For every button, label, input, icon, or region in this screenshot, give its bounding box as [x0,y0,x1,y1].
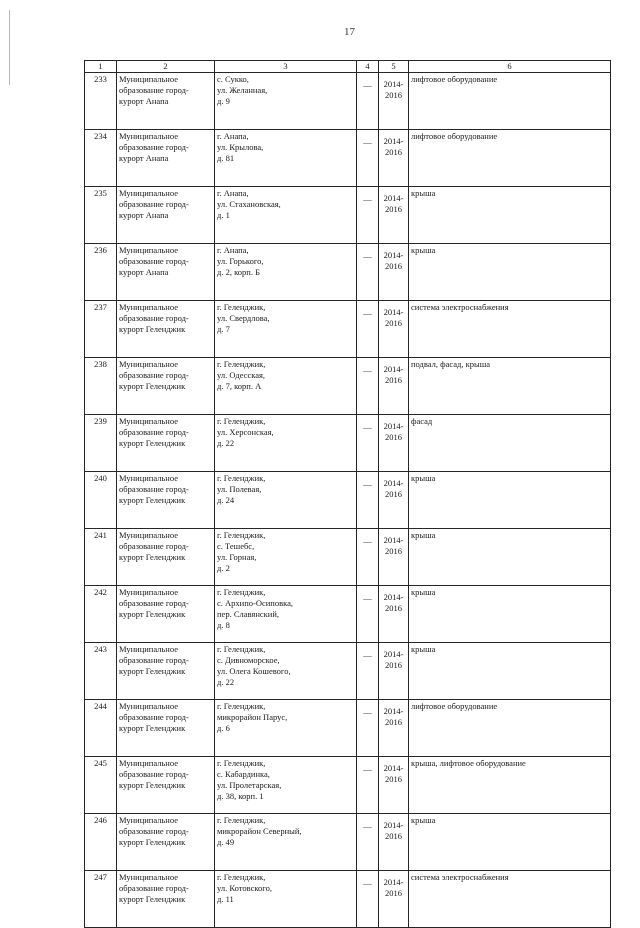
municipality-line: Муниципальное [119,74,178,84]
municipality-line: Муниципальное [119,872,178,882]
column-4-cell [357,73,379,130]
municipality-cell [117,586,215,643]
period-line: 2016 [385,147,402,157]
period-cell [379,73,409,130]
period-line: 2014- [383,250,404,260]
row-number-cell [85,529,117,586]
municipality-line: курорт Геленджик [119,609,186,619]
work-type: крыша, лифтовое оборудование [411,758,526,768]
table-row [85,643,611,700]
address-line: ул. Горная, [217,552,257,562]
municipality-line: курорт Геленджик [119,894,186,904]
address-line: г. Геленджик, [217,815,266,825]
period-cell [379,358,409,415]
municipality-line: Муниципальное [119,815,178,825]
municipality-line: курорт Анапа [119,153,169,163]
row-number-cell [85,415,117,472]
period-line: 2016 [385,603,402,613]
period-cell [379,700,409,757]
period-line: 2014- [383,592,404,602]
table-row [85,358,611,415]
table-row [85,187,611,244]
municipality-line: образование город- [119,655,189,665]
column-4-cell [357,415,379,472]
column-4-cell [357,871,379,928]
municipality-line: образование город- [119,85,189,95]
scan-edge-line [9,10,10,85]
row-number: 243 [94,644,107,654]
municipality-line: курорт Геленджик [119,324,186,334]
row-number-cell [85,586,117,643]
period-line: 2014- [383,421,404,431]
address-line: д. 9 [217,96,230,106]
page-number: 17 [344,26,355,38]
municipality-line: Муниципальное [119,701,178,711]
municipality-cell [117,643,215,700]
work-type: лифтовое оборудование [411,701,498,711]
row-number: 240 [94,473,107,483]
address-line: микрорайон Парус, [217,712,288,722]
address-cell [215,643,357,700]
period-line: 2016 [385,831,402,841]
address-line: г. Геленджик, [217,701,266,711]
work-type-cell [409,700,611,757]
municipality-cell [117,472,215,529]
table-body [85,73,611,928]
row-number-cell [85,643,117,700]
dash-mark: — [363,137,372,147]
municipality-line: курорт Геленджик [119,438,186,448]
municipality-cell [117,130,215,187]
municipality-cell [117,358,215,415]
dash-mark: — [363,764,372,774]
municipality-cell [117,871,215,928]
work-type: крыша [411,587,436,597]
row-number-cell [85,244,117,301]
period-line: 2016 [385,204,402,214]
address-line: г. Геленджик, [217,530,266,540]
address-line: с. Кабардинка, [217,769,270,779]
address-line: д. 22 [217,438,235,448]
work-type: лифтовое оборудование [411,74,498,84]
row-number-cell [85,814,117,871]
row-number-cell [85,700,117,757]
address-line: ул. Одесская, [217,370,266,380]
row-number: 242 [94,587,107,597]
municipality-line: Муниципальное [119,302,178,312]
work-type-cell [409,871,611,928]
row-number: 239 [94,416,107,426]
municipality-cell [117,529,215,586]
municipality-line: образование город- [119,313,189,323]
municipality-cell [117,415,215,472]
address-line: ул. Херсонская, [217,427,274,437]
municipality-line: образование город- [119,427,189,437]
address-line: с. Сукко, [217,74,249,84]
column-4-cell [357,472,379,529]
dash-mark: — [363,365,372,375]
municipality-line: Муниципальное [119,473,178,483]
address-line: г. Геленджик, [217,302,266,312]
work-type-cell [409,130,611,187]
address-line: д. 2 [217,563,230,573]
work-type: крыша [411,815,436,825]
municipality-line: образование город- [119,199,189,209]
municipality-line: Муниципальное [119,644,178,654]
address-line: г. Геленджик, [217,359,266,369]
work-type-cell [409,757,611,814]
address-line: д. 7 [217,324,230,334]
work-type-cell [409,643,611,700]
column-header: 3 [215,61,357,73]
address-line: д. 38, корп. 1 [217,791,264,801]
row-number: 234 [94,131,107,141]
period-line: 2014- [383,535,404,545]
dash-mark: — [363,821,372,831]
municipality-line: Муниципальное [119,587,178,597]
address-line: д. 22 [217,677,235,687]
address-line: д. 8 [217,620,230,630]
row-number: 236 [94,245,107,255]
dash-mark: — [363,878,372,888]
address-line: ул. Котовского, [217,883,272,893]
period-cell [379,301,409,358]
dash-mark: — [363,593,372,603]
period-cell [379,415,409,472]
address-line: ул. Горького, [217,256,264,266]
period-line: 2016 [385,717,402,727]
table-row [85,814,611,871]
address-line: ул. Стахановская, [217,199,281,209]
period-cell [379,472,409,529]
address-line: д. 49 [217,837,235,847]
address-line: с. Дивноморское, [217,655,280,665]
work-type: крыша [411,188,436,198]
address-line: ул. Желанная, [217,85,268,95]
address-line: пер. Славянский, [217,609,279,619]
work-type: крыша [411,245,436,255]
municipality-line: Муниципальное [119,188,178,198]
municipality-line: курорт Анапа [119,210,169,220]
period-line: 2014- [383,307,404,317]
municipality-line: образование город- [119,142,189,152]
municipality-line: Муниципальное [119,245,178,255]
address-cell [215,415,357,472]
table-row [85,871,611,928]
period-line: 2014- [383,193,404,203]
registry-table [84,60,611,928]
table-row [85,472,611,529]
work-type-cell [409,814,611,871]
address-cell [215,187,357,244]
column-4-cell [357,187,379,244]
row-number-cell [85,871,117,928]
period-line: 2016 [385,375,402,385]
work-type-cell [409,529,611,586]
period-line: 2016 [385,774,402,784]
address-cell [215,472,357,529]
table-row [85,73,611,130]
work-type: лифтовое оборудование [411,131,498,141]
column-4-cell [357,643,379,700]
period-line: 2014- [383,763,404,773]
municipality-cell [117,757,215,814]
municipality-line: образование город- [119,541,189,551]
address-cell [215,73,357,130]
dash-mark: — [363,650,372,660]
column-header: 2 [117,61,215,73]
row-number: 247 [94,872,107,882]
address-line: д. 2, корп. Б [217,267,260,277]
municipality-line: курорт Анапа [119,267,169,277]
row-number-cell [85,472,117,529]
work-type: система электроснабжения [411,872,509,882]
address-line: г. Геленджик, [217,416,266,426]
municipality-cell [117,814,215,871]
municipality-line: образование город- [119,712,189,722]
municipality-line: курорт Геленджик [119,723,186,733]
period-line: 2016 [385,90,402,100]
address-line: с. Архипо-Осиповка, [217,598,294,608]
work-type-cell [409,244,611,301]
period-line: 2016 [385,660,402,670]
work-type-cell [409,73,611,130]
municipality-line: Муниципальное [119,530,178,540]
period-line: 2014- [383,136,404,146]
municipality-line: образование город- [119,484,189,494]
address-line: д. 7, корп. А [217,381,262,391]
row-number-cell [85,130,117,187]
column-4-cell [357,757,379,814]
period-line: 2014- [383,649,404,659]
table-row [85,130,611,187]
column-4-cell [357,586,379,643]
address-line: ул. Пролетарская, [217,780,282,790]
work-type-cell [409,187,611,244]
address-line: д. 6 [217,723,230,733]
address-cell [215,814,357,871]
dash-mark: — [363,308,372,318]
address-line: г. Анапа, [217,245,249,255]
address-cell [215,130,357,187]
row-number: 244 [94,701,107,711]
column-4-cell [357,358,379,415]
address-line: ул. Олега Кошевого, [217,666,291,676]
table-row [85,415,611,472]
municipality-cell [117,301,215,358]
municipality-line: курорт Геленджик [119,495,186,505]
column-number-row [85,61,611,73]
column-header: 1 [85,61,117,73]
column-4-cell [357,244,379,301]
column-4-cell [357,301,379,358]
dash-mark: — [363,251,372,261]
address-cell [215,244,357,301]
dash-mark: — [363,707,372,717]
address-line: д. 1 [217,210,230,220]
table-row [85,529,611,586]
municipality-line: Муниципальное [119,131,178,141]
municipality-cell [117,73,215,130]
municipality-cell [117,700,215,757]
period-line: 2014- [383,820,404,830]
address-line: д. 11 [217,894,234,904]
address-line: г. Анапа, [217,188,249,198]
work-type: крыша [411,644,436,654]
column-header: 6 [409,61,611,73]
dash-mark: — [363,479,372,489]
municipality-line: образование город- [119,883,189,893]
municipality-line: курорт Геленджик [119,780,186,790]
period-line: 2016 [385,432,402,442]
work-type: фасад [411,416,433,426]
row-number-cell [85,301,117,358]
column-4-cell [357,700,379,757]
work-type-cell [409,586,611,643]
table-row [85,757,611,814]
address-cell [215,700,357,757]
period-line: 2014- [383,79,404,89]
municipality-line: курорт Геленджик [119,837,186,847]
address-line: ул. Крылова, [217,142,264,152]
period-cell [379,757,409,814]
row-number-cell [85,757,117,814]
municipality-line: образование город- [119,826,189,836]
period-cell [379,586,409,643]
row-number: 238 [94,359,107,369]
period-cell [379,244,409,301]
row-number: 237 [94,302,107,312]
work-type-cell [409,472,611,529]
row-number-cell [85,187,117,244]
municipality-line: курорт Геленджик [119,666,186,676]
address-line: д. 24 [217,495,235,505]
period-line: 2016 [385,318,402,328]
address-cell [215,301,357,358]
work-type: крыша [411,530,436,540]
table-row [85,586,611,643]
work-type-cell [409,301,611,358]
column-4-cell [357,814,379,871]
row-number: 235 [94,188,107,198]
address-line: д. 81 [217,153,235,163]
row-number-cell [85,358,117,415]
period-line: 2016 [385,888,402,898]
address-line: ул. Полевая, [217,484,262,494]
municipality-line: образование город- [119,256,189,266]
row-number-cell [85,73,117,130]
column-header: 4 [357,61,379,73]
address-line: г. Анапа, [217,131,249,141]
work-type: система электроснабжения [411,302,509,312]
address-line: г. Геленджик, [217,758,266,768]
period-line: 2016 [385,546,402,556]
work-type-cell [409,358,611,415]
table-row [85,700,611,757]
address-cell [215,871,357,928]
dash-mark: — [363,80,372,90]
period-line: 2014- [383,706,404,716]
address-cell [215,358,357,415]
period-line: 2014- [383,364,404,374]
period-cell [379,643,409,700]
period-cell [379,529,409,586]
work-type: подвал, фасад, крыша [411,359,491,369]
dash-mark: — [363,536,372,546]
period-cell [379,814,409,871]
period-cell [379,187,409,244]
address-line: г. Геленджик, [217,644,266,654]
row-number: 233 [94,74,107,84]
municipality-line: Муниципальное [119,359,178,369]
municipality-cell [117,187,215,244]
table-row [85,301,611,358]
row-number: 245 [94,758,107,768]
period-line: 2016 [385,489,402,499]
address-cell [215,529,357,586]
address-line: микрорайон Северный, [217,826,302,836]
column-4-cell [357,130,379,187]
municipality-line: Муниципальное [119,758,178,768]
municipality-line: курорт Анапа [119,96,169,106]
work-type-cell [409,415,611,472]
row-number: 246 [94,815,107,825]
column-4-cell [357,529,379,586]
municipality-line: Муниципальное [119,416,178,426]
address-line: ул. Свердлова, [217,313,270,323]
period-line: 2014- [383,478,404,488]
dash-mark: — [363,194,372,204]
column-header: 5 [379,61,409,73]
table-row [85,244,611,301]
address-cell [215,757,357,814]
address-line: г. Геленджик, [217,473,266,483]
work-type: крыша [411,473,436,483]
address-cell [215,586,357,643]
period-cell [379,871,409,928]
period-line: 2014- [383,877,404,887]
address-line: с. Тешебс, [217,541,255,551]
row-number: 241 [94,530,107,540]
municipality-line: курорт Геленджик [119,552,186,562]
dash-mark: — [363,422,372,432]
municipality-cell [117,244,215,301]
period-line: 2016 [385,261,402,271]
municipality-line: курорт Геленджик [119,381,186,391]
address-line: г. Геленджик, [217,872,266,882]
municipality-line: образование город- [119,769,189,779]
period-cell [379,130,409,187]
municipality-line: образование город- [119,370,189,380]
address-line: г. Геленджик, [217,587,266,597]
municipality-line: образование город- [119,598,189,608]
